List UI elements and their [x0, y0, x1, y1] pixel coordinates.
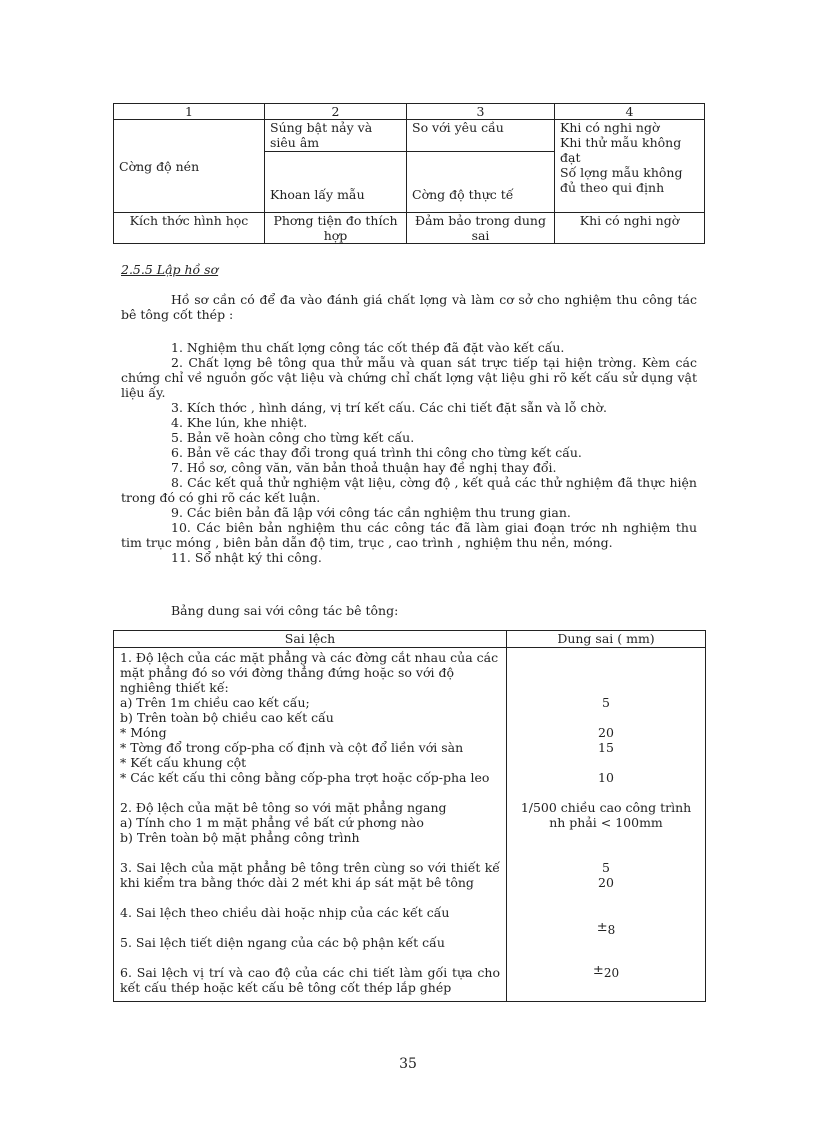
- deviation-line: 2. Độ lệch của mặt bê tông so với mặt phẳng ngang: [120, 800, 447, 815]
- deviation-line: 1. Độ lệch của các mặt phẳng và các đờng cắt nhau của các mặt phẳng đó so với đờng thẳng đứng hoặc so với độ nghiêng thiết kế:: [120, 650, 499, 695]
- deviation-line: * Các kết cấu thi công bằng cốp-pha trợt hoặc cốp-pha leo: [120, 770, 490, 785]
- col-header-4: 4: [555, 104, 705, 120]
- cell-measuring-tools: Phơng tiện đo thích hợp: [265, 213, 407, 244]
- table-row: [114, 120, 705, 152]
- cell-vs-requirement: So với yêu cầu: [407, 120, 555, 152]
- tolerance-table-header: [114, 631, 706, 648]
- deviation-line: 6. Sai lệch vị trí và cao độ của các chi tiết làm gối tựa cho kết cấu thép hoặc kết cấu bê tông cốt thép lắp ghép: [120, 965, 500, 995]
- cell-when-in-doubt: Khi có nghi ngờ: [555, 213, 705, 244]
- list-item: 10. Các biên bản nghiệm thu các công tác đã làm giai đoạn trớc nh nghiệm thu tim trục móng , biên bản dẫn độ tim, trục , cao trình , nghiệm thu nền, móng.: [121, 520, 697, 550]
- deviation-line: b) Trên toàn bộ mặt phẳng công trình: [120, 830, 360, 845]
- tolerance-value: 20: [598, 725, 614, 740]
- table-row: [114, 648, 706, 1002]
- tolerance-value: 20: [598, 875, 614, 890]
- tolerance-value-pm20: $\pm_{20}$: [592, 963, 620, 980]
- col-header-2: 2: [265, 104, 407, 120]
- deviation-line: * Kết cấu khung cột: [120, 755, 247, 770]
- list-item: 3. Kích thớc , hình dáng, vị trí kết cấu. Các chi tiết đặt sẵn và lỗ chờ.: [171, 400, 607, 415]
- inspection-table-header: [114, 104, 705, 120]
- col-header-1: 1: [114, 104, 265, 120]
- list-item: 7. Hồ sơ, công văn, văn bản thoả thuận hay đề nghị thay đổi.: [171, 460, 557, 475]
- tolerance-value-pm8: $\pm_8$: [596, 920, 616, 937]
- header-tolerance: Dung sai ( mm): [507, 631, 706, 648]
- inspection-table: [113, 103, 705, 244]
- tolerance-table: [113, 630, 706, 1002]
- cell-within-tolerance: Đảm bảo trong dung sai: [407, 213, 555, 244]
- page-number: 35: [399, 1056, 417, 1072]
- tolerance-cell: [507, 648, 706, 1002]
- list-item: 4. Khe lún, khe nhiệt.: [171, 415, 308, 430]
- condition-line: Khi thử mẫu không đạt: [560, 135, 682, 165]
- deviation-line: * Tờng đổ trong cốp-pha cố định và cột đổ liền với sàn: [120, 740, 464, 755]
- tolerance-value: 5: [602, 695, 610, 710]
- condition-line: Số lợng mẫu không đủ theo qui định: [560, 165, 683, 195]
- list-item: 6. Bản vẽ các thay đổi trong quá trình thi công cho từng kết cấu.: [171, 445, 582, 460]
- tolerance-value: 15: [598, 740, 614, 755]
- header-deviation: Sai lệch: [114, 631, 507, 648]
- deviation-line: b) Trên toàn bộ chiều cao kết cấu: [120, 710, 334, 725]
- deviation-cell: [114, 648, 507, 1002]
- tolerance-value: 10: [598, 770, 614, 785]
- deviation-line: a) Tính cho 1 m mặt phẳng về bất cứ phơng nào: [120, 815, 424, 830]
- cell-compressive-strength: Cờng độ nén: [114, 120, 265, 213]
- section-title: 2.5.5 Lập hồ sơ: [121, 262, 219, 277]
- list-item: 1. Nghiệm thu chất lợng công tác cốt thép đã đặt vào kết cấu.: [171, 340, 565, 355]
- deviation-line: * Móng: [120, 725, 167, 740]
- col-header-3: 3: [407, 104, 555, 120]
- deviation-line: 3. Sai lệch của mặt phẳng bê tông trên cùng so với thiết kế khi kiểm tra bằng thớc dài 2 mét khi áp sát mặt bê tông: [120, 860, 500, 890]
- records-list: [121, 340, 697, 565]
- cell-conditions: [555, 120, 705, 213]
- tolerance-value: 1/500 chiều cao công trình: [520, 800, 692, 815]
- deviation-line: 4. Sai lệch theo chiều dài hoặc nhịp của các kết cấu: [120, 905, 450, 920]
- cell-geometry: Kích thớc hình học: [114, 213, 265, 244]
- cell-core-sampling: Khoan lấy mẫu: [265, 152, 407, 213]
- cell-actual-strength: Cờng độ thực tế: [407, 152, 555, 213]
- deviation-line: a) Trên 1m chiều cao kết cấu;: [120, 695, 310, 710]
- deviation-line: 5. Sai lệch tiết diện ngang của các bộ phận kết cấu: [120, 935, 445, 950]
- list-item: 9. Các biên bản đã lập với công tác cần nghiệm thu trung gian.: [171, 505, 571, 520]
- list-item: 5. Bản vẽ hoàn công cho từng kết cấu.: [171, 430, 415, 445]
- list-item: 8. Các kết quả thử nghiệm vật liệu, cờng độ , kết quả các thử nghiệm đã thực hiện trong đó có ghi rõ các kết luận.: [121, 475, 697, 505]
- list-item: 11. Sổ nhật ký thi công.: [171, 550, 322, 565]
- table-row: [114, 213, 705, 244]
- tolerance-value: 5: [602, 860, 610, 875]
- cell-rebound-ultrasound: Súng bật nảy và siêu âm: [265, 120, 407, 152]
- intro-paragraph: Hồ sơ cần có để đa vào đánh giá chất lợng và làm cơ sở cho nghiệm thu công tác bê tông cốt thép :: [121, 292, 697, 322]
- list-item: 2. Chất lợng bê tông qua thử mẫu và quan sát trực tiếp tại hiện trờng. Kèm các chứng chỉ về nguồn gốc vật liệu và chứng chỉ chất lợng vật liệu ghi rõ kết cấu sử dụng vật liệu ấy.: [121, 355, 697, 400]
- tolerance-table-title: Bảng dung sai với công tác bê tông:: [171, 603, 399, 618]
- tolerance-value: nh phải < 100mm: [549, 815, 663, 830]
- condition-line: Khi có nghi ngờ: [560, 120, 660, 135]
